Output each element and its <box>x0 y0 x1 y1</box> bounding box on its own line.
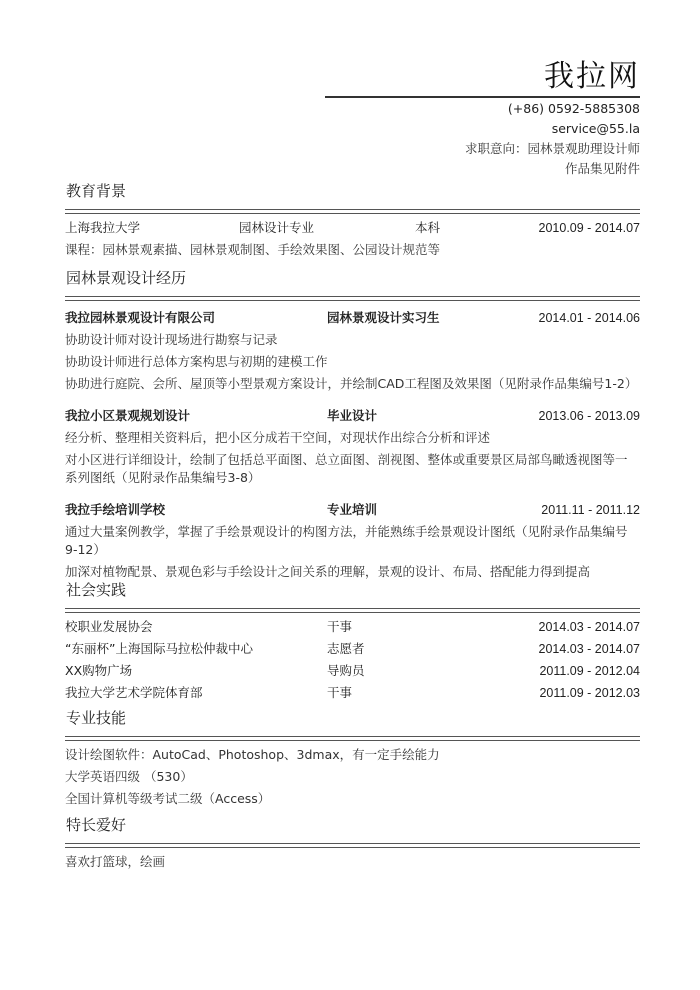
job-duty: 协助设计师对设计现场进行勘察与记录 <box>65 332 278 347</box>
skill-item: 大学英语四级 （530） <box>65 769 193 784</box>
degree: 本科 <box>415 220 441 235</box>
major: 园林设计专业 <box>239 220 315 235</box>
social-row <box>65 616 640 638</box>
resume-header <box>325 58 640 179</box>
education-dates: 2010.09 - 2014.07 <box>538 221 640 235</box>
school-name: 上海我拉大学 <box>65 220 141 235</box>
job-role: 专业培训 <box>327 502 378 517</box>
section-title-social: 社会实践 <box>66 581 127 599</box>
phone-number: (+86) 0592-5885308 <box>507 101 640 116</box>
job-objective: 求职意向：园林景观助理设计师 <box>464 141 640 156</box>
social-org: 校职业发展协会 <box>65 619 153 634</box>
social-dates: 2011.09 - 2012.04 <box>539 664 640 678</box>
social-role: 志愿者 <box>327 641 365 656</box>
social-dates: 2014.03 - 2014.07 <box>538 642 640 656</box>
job-row <box>65 499 640 521</box>
header-divider <box>325 96 640 98</box>
job-duty: 经分析、整理相关资料后，把小区分成若干空间，对现状作出综合分析和评述 <box>65 430 491 445</box>
job-duty: 对小区进行详细设计，绘制了包括总平面图、总立面图、剖视图、整体或重要景区局部鸟瞰透视图等一系列图纸（见附录作品集编号3-8） <box>65 452 628 485</box>
job-org: 我拉园林景观设计有限公司 <box>65 310 216 325</box>
portfolio-note: 作品集见附件 <box>564 161 640 176</box>
job-row <box>65 307 640 329</box>
social-practice-section <box>65 580 640 704</box>
social-role: 导购员 <box>327 663 365 678</box>
section-title-experience: 园林景观设计经历 <box>66 269 187 287</box>
job-duty: 协助设计师进行总体方案构思与初期的建模工作 <box>65 354 328 369</box>
experience-section <box>65 268 640 583</box>
courses-text: 课程：园林景观素描、园林景观制图、手绘效果图、公园设计规范等 <box>65 242 441 257</box>
section-title-hobbies: 特长爱好 <box>66 816 127 834</box>
section-title-education: 教育背景 <box>66 182 127 200</box>
section-divider <box>65 209 640 214</box>
job-duty: 加深对植物配景、景观色彩与手绘设计之间关系的理解，景观的设计、布局、搭配能力得到提高 <box>65 564 591 579</box>
social-role: 干事 <box>327 685 353 700</box>
skill-item: 全国计算机等级考试二级（Access） <box>65 791 271 806</box>
hobbies-text: 喜欢打篮球，绘画 <box>65 854 166 869</box>
social-row <box>65 638 640 660</box>
job-org: 我拉小区景观规划设计 <box>65 408 191 423</box>
job-duty: 通过大量案例教学，掌握了手绘景观设计的构图方法，并能熟练手绘景观设计图纸（见附录作品集编号9-12） <box>65 524 628 557</box>
job-dates: 2011.11 - 2011.12 <box>541 503 640 517</box>
skills-section <box>65 708 640 810</box>
section-divider <box>65 296 640 301</box>
job-role: 毕业设计 <box>327 408 378 423</box>
social-role: 干事 <box>327 619 353 634</box>
job-org: 我拉手绘培训学校 <box>65 502 166 517</box>
social-org: 我拉大学艺术学院体育部 <box>65 685 203 700</box>
candidate-name: 我拉网 <box>544 59 640 94</box>
email-address: service@55.la <box>551 121 640 136</box>
education-row <box>65 217 640 239</box>
education-section <box>65 181 640 261</box>
spacer <box>65 489 640 499</box>
job-row <box>65 405 640 427</box>
spacer <box>65 395 640 405</box>
social-org: XX购物广场 <box>65 663 133 678</box>
job-dates: 2014.01 - 2014.06 <box>538 311 640 325</box>
social-row <box>65 660 640 682</box>
job-duty: 协助进行庭院、会所、屋顶等小型景观方案设计，并绘制CAD工程图及效果图（见附录作品集编号1-2） <box>65 376 638 391</box>
social-org: “东丽杯”上海国际马拉松仲裁中心 <box>65 641 253 656</box>
social-row <box>65 682 640 704</box>
social-dates: 2014.03 - 2014.07 <box>538 620 640 634</box>
job-dates: 2013.06 - 2013.09 <box>538 409 640 423</box>
social-dates: 2011.09 - 2012.03 <box>539 686 640 700</box>
job-role: 园林景观设计实习生 <box>327 310 440 325</box>
hobbies-section <box>65 815 640 873</box>
section-title-skills: 专业技能 <box>66 709 127 727</box>
skill-item: 设计绘图软件：AutoCad、Photoshop、3dmax，有一定手绘能力 <box>65 747 440 762</box>
